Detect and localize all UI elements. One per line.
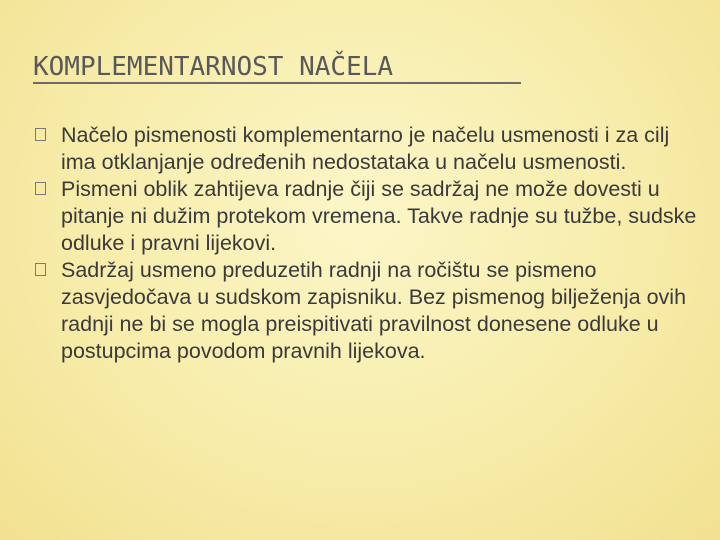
slide-title: KOMPLEMENTARNOST NAČELA <box>33 52 394 82</box>
bullet-text: Sadržaj usmeno preduzetih radnji na ročištu se pismeno zasvjedočava u sudskom zapisniku. Bez pismenog bilježenja ovih radnji ne bi se mogla preispitivati pravilnost donesene odluke u postupcima povodom pravnih lijekova. <box>61 258 687 363</box>
bullet-item <box>35 122 705 176</box>
bullet-item <box>35 257 705 365</box>
bullet-list <box>35 122 705 365</box>
box-bullet-icon <box>35 182 46 195</box>
box-bullet-icon <box>35 128 46 141</box>
bullet-item <box>35 176 705 257</box>
bullet-text: Pismeni oblik zahtijeva radnje čiji se sadržaj ne može dovesti u pitanje ni dužim protekom vremena. Takve radnje su tužbe, sudske odluke i pravni lijekovi. <box>61 177 697 255</box>
box-bullet-icon <box>35 263 46 276</box>
title-underline <box>33 82 521 84</box>
bullet-text: Načelo pismenosti komplementarno je načelu usmenosti i za cilj ima otklanjanje određenih nedostataka u načelu usmenosti. <box>61 123 670 174</box>
